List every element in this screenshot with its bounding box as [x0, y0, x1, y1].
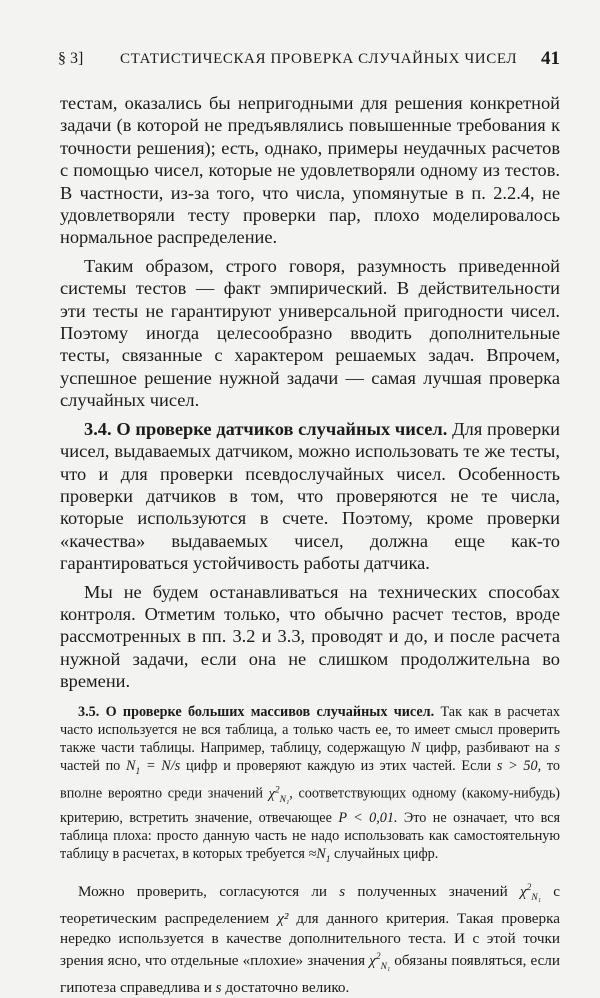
section-3-5-text-e: то вполне вероятно среди значений [60, 758, 561, 802]
section-3-5-text-d: цифр и проверяют каждую из этих частей. Если [185, 758, 492, 775]
paragraph-6 [60, 879, 560, 997]
section-3-5-text-g: Это не означает, что вся таблица плоха: просто данную часть не надо использовать как самостоятельную таблицу в расчетах, в которых требуется [60, 809, 561, 863]
formula-n1-sub: 1 [135, 767, 141, 777]
para6-chi-sub-2: N₁ [380, 962, 391, 973]
para6-chi-sup-2: 2 [375, 952, 381, 963]
para6-text-c: с теоретическим распределением [60, 883, 561, 928]
formula-n1 [126, 758, 181, 777]
section-3-5-text-c: частей по [60, 758, 121, 775]
para6-chi-sup: 2 [526, 883, 532, 894]
formula-p: P < 0,01. [338, 809, 398, 826]
section-3-4-heading: 3.4. О проверке датчиков случайных чисел. [84, 418, 448, 439]
var-s: s [554, 739, 561, 756]
formula-chi-n1 [268, 785, 290, 805]
section-3-5-text-a: Так как в расчетах часто используется не вся таблица, а только часть ее, то имеет смысл проверить также части таблицы. Например, таблицу, содержащую [60, 703, 561, 756]
running-title: СТАТИСТИЧЕСКАЯ ПРОВЕРКА СЛУЧАЙНЫХ ЧИСЕЛ [120, 51, 518, 67]
para6-chi-symbol: χ [519, 883, 527, 901]
section-3-4 [60, 418, 560, 575]
para6-chi-symbol-2: χ [369, 952, 376, 970]
chi-sub: N₁ [279, 794, 290, 805]
para6-chi2: χ² [277, 910, 289, 928]
section-marker: § 3] [58, 50, 84, 67]
section-3-5 [60, 703, 560, 870]
section-3-4-text: Для проверки чисел, выдаваемых датчиком, можно использовать те же тесты, что и для проверки псевдослучайных чисел. Особенность проверки датчиков в том, что проверяются не те числа, которые используются в счете. Поэтому, кроме проверки «качества» выдаваемых чисел, должна еще как-то гарантироваться устойчивость работы датчика. [60, 418, 560, 574]
section-3-5-text-f: , соответствующих одному (какому-нибудь) критерию, встретить значение, отвечающее [60, 785, 561, 826]
para6-text-f: достаточно велико. [225, 978, 350, 996]
para6-chi-n1 [519, 883, 542, 904]
para6-var-s: s [339, 883, 346, 901]
formula-n1-base: N [126, 758, 136, 775]
para6-chi-n1-2 [369, 952, 391, 973]
page-body [60, 92, 560, 998]
section-3-5-heading: 3.5. О проверке больших массивов случайных чисел. [78, 703, 435, 720]
var-n: N [410, 739, 421, 756]
chi-sup: 2 [274, 785, 280, 796]
page-number: 41 [541, 48, 560, 69]
formula-approx-sub: 1 [325, 855, 331, 866]
formula-n1-eq: = N/s [140, 758, 181, 775]
section-3-5-text-h: случайных цифр. [334, 846, 439, 863]
para6-text-d: для данного критерия. Такая проверка нередко используется в качестве дополнительного теста. И с этой точки зрения ясно, что отдельные «плохие» значения [60, 910, 561, 970]
chi-symbol: χ [268, 785, 275, 802]
section-3-5-text-b: цифр, разбивают на [425, 739, 549, 756]
paragraph-1: тестам, оказались бы непригодными для решения конкретной задачи (в которой не предъявлялись повышенные требования к точности решения); есть, однако, примеры неудачных расчетов с помощью чисел, которые не удовлетворяли одному из тестов. В частности, из-за того, что числа, упомянутые в п. 2.2.4, не удовлетворяли тесту проверки пар, плохо моделировалось нормальное распределение. [60, 93, 560, 248]
para6-chi-sub: N₁ [531, 893, 542, 904]
paragraph-2: Таким образом, строго говоря, разумность приведенной системы тестов — факт эмпирический. В действительности эти тесты не гарантируют универсальной пригодности чисел. Поэтому иногда целесообразно вводить дополнительные тесты, связанные с характером решаемых задач. Впрочем, успешное решение нужной задачи — самая лучшая проверка случайных чисел. [60, 255, 560, 411]
para6-text-e: обязаны появляться, если гипотеза справедлива и [60, 952, 561, 996]
formula-approx [308, 846, 331, 866]
formula-approx-base: ≈N [308, 846, 326, 863]
para6-var-s-2: s [215, 978, 222, 996]
running-head [58, 48, 560, 70]
para6-text-b: полученных значений [357, 883, 508, 901]
para6-text-a: Можно проверить, согласуются ли [78, 883, 328, 901]
paragraph-4: Мы не будем останавливаться на технических способах контроля. Отметим только, что обычно расчет тестов, вроде рассмотренных в пп. 3.2 и 3.3, проводят и до, и после расчета нужной задачи, если она не слишком продолжительна во времени. [60, 581, 560, 692]
formula-s-50: s > 50, [496, 758, 542, 775]
